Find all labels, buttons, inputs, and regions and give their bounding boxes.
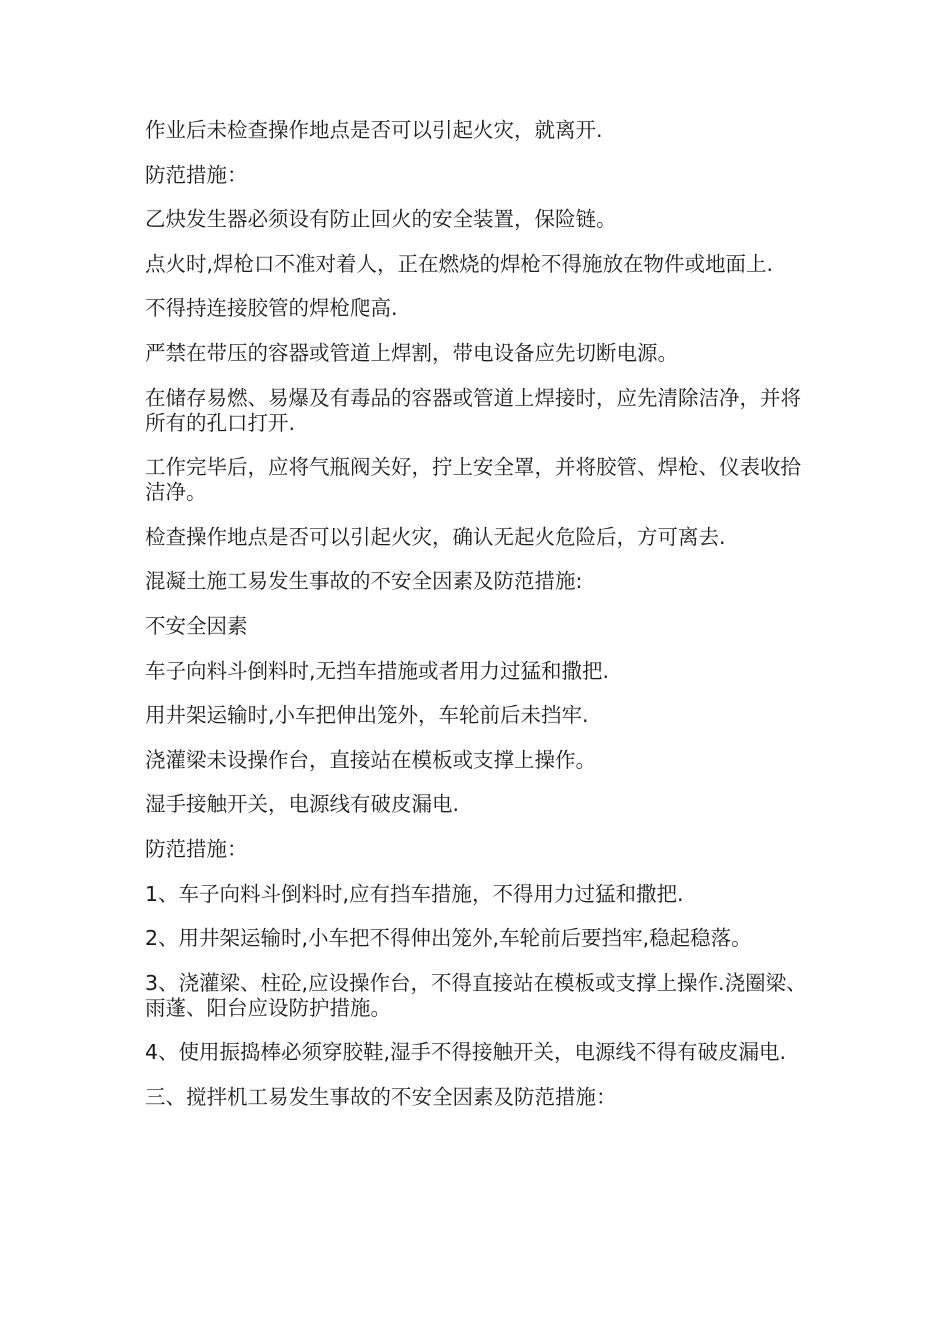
section-heading: 混凝土施工易发生事故的不安全因素及防范措施:	[145, 569, 583, 594]
paragraph: 严禁在带压的容器或管道上焊割，带电设备应先切断电源。	[145, 340, 678, 365]
section-heading: 三、搅拌机工易发生事故的不安全因素及防范措施：	[145, 1084, 617, 1109]
paragraph: 防范措施：	[145, 162, 248, 187]
paragraph: 车子向料斗倒料时,无挡车措施或者用力过猛和撒把.	[145, 658, 610, 683]
paragraph: 乙炔发生器必须设有防止回火的安全装置，保险链。	[145, 207, 617, 232]
paragraph: 作业后未检查操作地点是否可以引起火灾，就离开.	[145, 118, 603, 142]
paragraph: 湿手接触开关，电源线有破皮漏电.	[145, 792, 460, 817]
numbered-item: 4、使用振捣棒必须穿胶鞋,湿手不得接触开关，电源线不得有破皮漏电.	[145, 1040, 787, 1065]
document-body	[145, 118, 813, 1129]
paragraph: 检查操作地点是否可以引起火灾，确认无起火危险后，方可离去.	[145, 524, 726, 549]
paragraph: 浇灌梁未设操作台，直接站在模板或支撑上操作。	[145, 747, 596, 772]
numbered-item: 1、车子向料斗倒料时,应有挡车措施，不得用力过猛和撒把.	[145, 881, 684, 906]
paragraph: 不得持连接胶管的焊枪爬高.	[145, 296, 398, 321]
paragraph: 用井架运输时,小车把伸出笼外，车轮前后未挡牢.	[145, 703, 589, 728]
subheading: 防范措施：	[145, 836, 248, 861]
subheading: 不安全因素	[145, 613, 248, 638]
paragraph: 工作完毕后，应将气瓶阀关好，拧上安全罩，并将胶管、焊枪、仪表收拾洁净。	[145, 455, 801, 505]
numbered-item: 2、用井架运输时,小车把不得伸出笼外,车轮前后要挡牢,稳起稳落。	[145, 926, 752, 951]
paragraph: 点火时,焊枪口不准对着人，正在燃烧的焊枪不得施放在物件或地面上.	[145, 251, 774, 276]
paragraph: 在储存易燃、易爆及有毒品的容器或管道上焊接时，应先清除洁净，并将所有的孔口打开.	[145, 385, 801, 435]
numbered-item: 3、浇灌梁、柱砼,应设操作台，不得直接站在模板或支撑上操作.浇圈梁、雨蓬、阳台应设防护措施。	[145, 970, 807, 1020]
